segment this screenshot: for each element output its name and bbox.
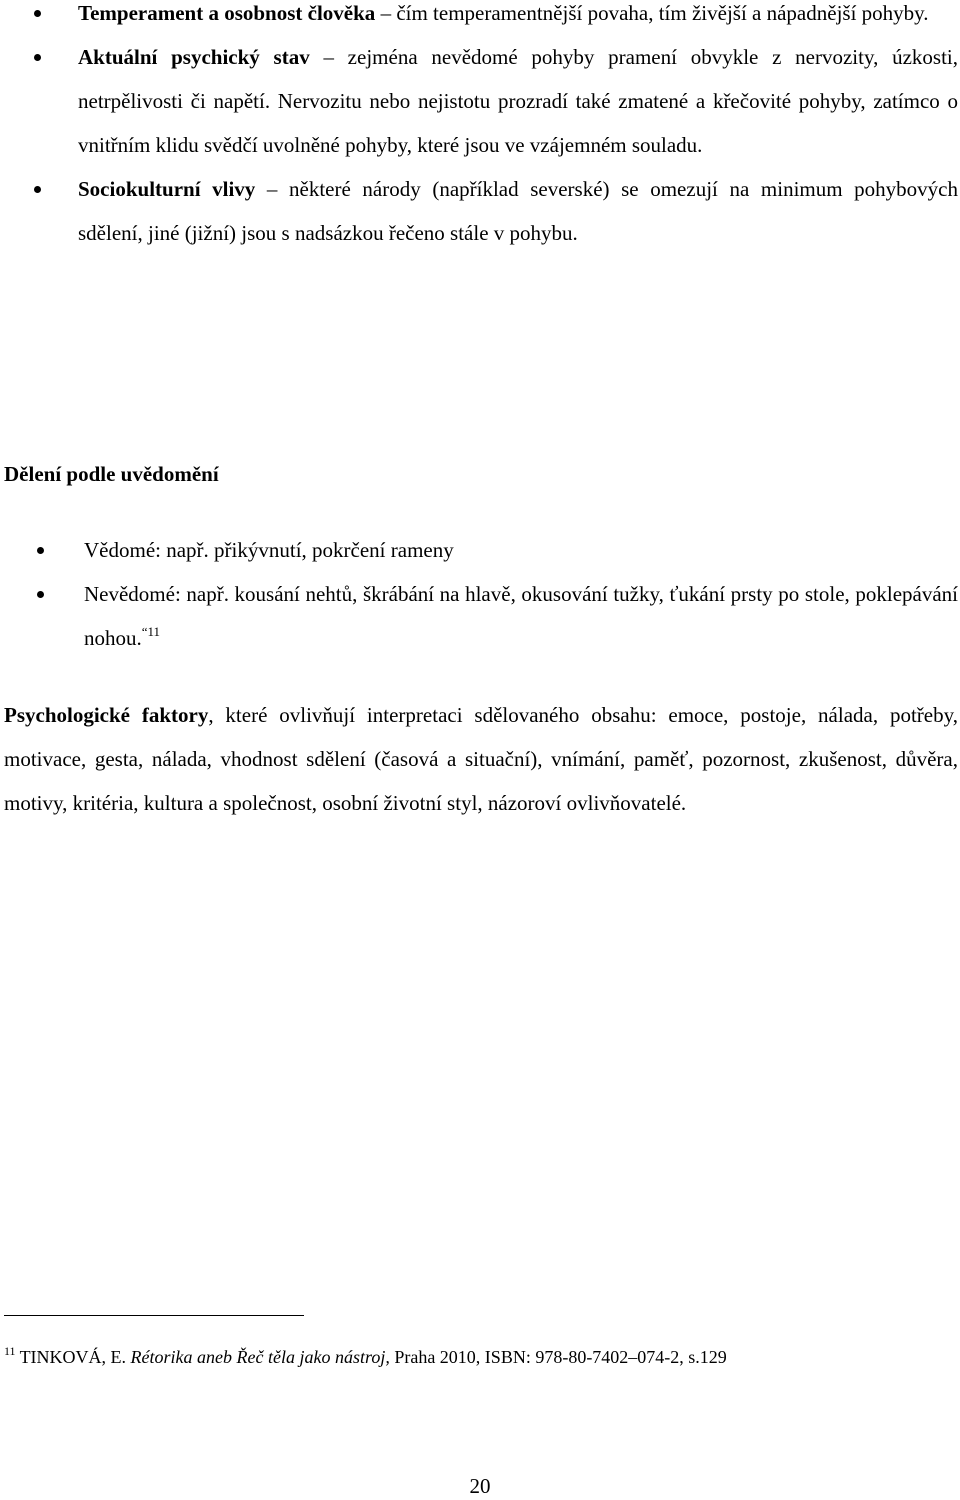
bullet-icon xyxy=(37,547,44,554)
bullet-icon xyxy=(34,10,41,17)
section-heading: Dělení podle uvědomění xyxy=(4,462,219,486)
list-item-term: Sociokulturní vlivy xyxy=(78,177,256,201)
list-item xyxy=(78,35,958,167)
list-item-text: Nevědomé: např. kousání nehtů, škrábání na hlavě, okusování tužky, ťukání prsty po stole, poklepávání nohou. xyxy=(84,582,958,650)
paragraph-term: Psychologické faktory xyxy=(4,703,209,727)
page-number: 20 xyxy=(469,1474,491,1498)
footnote-reference[interactable]: “11 xyxy=(141,624,161,639)
list-item xyxy=(78,167,958,255)
footnote-separator xyxy=(4,1315,304,1316)
list-item-text: – čím temperamentnější povaha, tím živější a nápadnější pohyby. xyxy=(375,1,929,25)
bullet-icon xyxy=(37,591,44,598)
list-item-text: – některé národy (například severské) se omezují na minimum pohybových sdělení, jiné (jižní) jsou s nadsázkou řečeno stále v pohybu. xyxy=(78,177,958,245)
bullet-icon xyxy=(34,54,41,61)
footnote-author: TINKOVÁ, E. xyxy=(19,1347,131,1367)
list-item-text: – zejména nevědomé pohyby pramení obvykle z nervozity, úzkosti, netrpělivosti či napětí. Nervozitu nebo nejistotu prozradí také zmatené a křečovité pohyby, zatímco o vnitřním klidu svědčí uvolněné pohyby, které jsou ve vzájemném souladu. xyxy=(78,45,958,157)
bullet-icon xyxy=(34,186,41,193)
psychological-factors-paragraph xyxy=(4,693,958,825)
footnote xyxy=(4,1343,727,1371)
footnote-details: Praha 2010, ISBN: 978-80-7402–074-2, s.129 xyxy=(389,1347,727,1367)
factors-bullet-list xyxy=(78,0,958,255)
footnote-title: Rétorika aneb Řeč těla jako nástroj, xyxy=(130,1347,390,1367)
list-item-text: Vědomé: např. přikývnutí, pokrčení rameny xyxy=(84,538,454,562)
list-item xyxy=(84,528,958,572)
awareness-bullet-list xyxy=(84,528,958,660)
list-item-term: Temperament a osobnost člověka xyxy=(78,1,376,25)
list-item xyxy=(84,572,958,660)
paragraph-text: , které ovlivňují interpretaci sdělovaného obsahu: emoce, postoje, nálada, potřeby, motivace, gesta, nálada, vhodnost sdělení (časová a situační), vnímání, paměť, pozornost, zkušenost, důvěra, motivy, kritéria, kultura a společnost, osobní životní styl, názoroví ovlivňovatelé. xyxy=(4,703,958,815)
footnote-number: 11 xyxy=(4,1344,16,1358)
list-item-term: Aktuální psychický stav xyxy=(78,45,310,69)
list-item xyxy=(78,0,958,35)
